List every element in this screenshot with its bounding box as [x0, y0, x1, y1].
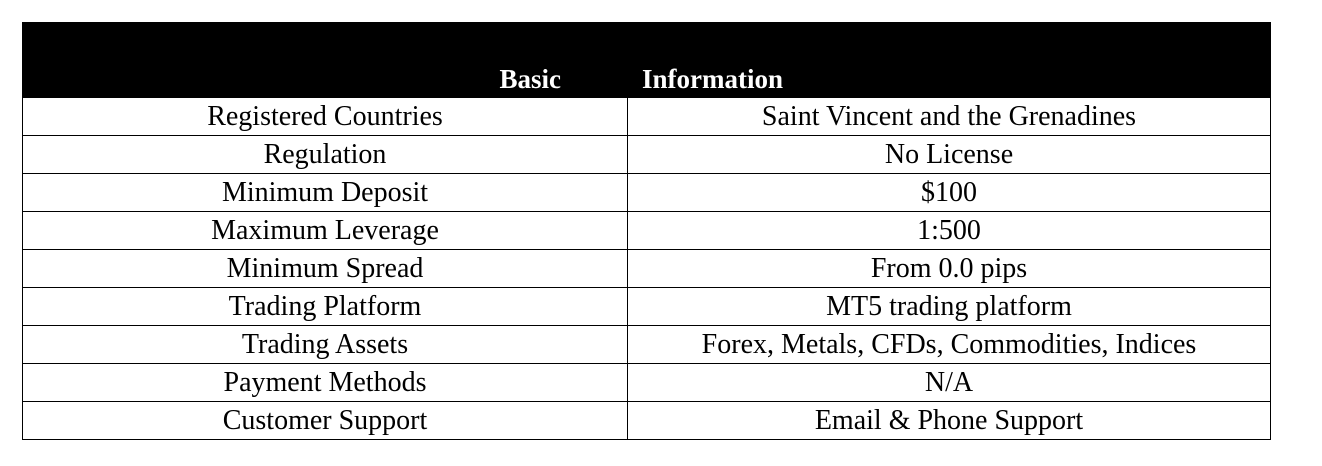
row-label: Minimum Deposit: [23, 174, 628, 212]
table-row: [23, 136, 1271, 174]
row-label: Minimum Spread: [23, 250, 628, 288]
row-value: No License: [628, 136, 1271, 174]
table-row: [23, 98, 1271, 136]
row-value: From 0.0 pips: [628, 250, 1271, 288]
table-row: [23, 250, 1271, 288]
table-row: [23, 288, 1271, 326]
basic-information-table: [22, 22, 1271, 440]
row-label: Customer Support: [23, 402, 628, 440]
table-row: [23, 402, 1271, 440]
info-table-container: [22, 22, 1270, 440]
row-label: Trading Assets: [23, 326, 628, 364]
row-label: Registered Countries: [23, 98, 628, 136]
row-value: Email & Phone Support: [628, 402, 1271, 440]
row-value: Forex, Metals, CFDs, Commodities, Indices: [628, 326, 1271, 364]
row-value: N/A: [628, 364, 1271, 402]
table-row: [23, 326, 1271, 364]
header-basic: Basic: [23, 23, 628, 98]
row-label: Payment Methods: [23, 364, 628, 402]
row-label: Maximum Leverage: [23, 212, 628, 250]
row-value: 1:500: [628, 212, 1271, 250]
row-value: MT5 trading platform: [628, 288, 1271, 326]
row-label: Trading Platform: [23, 288, 628, 326]
header-information: Information: [628, 23, 1271, 98]
table-row: [23, 212, 1271, 250]
table-header-row: [23, 23, 1271, 98]
row-value: $100: [628, 174, 1271, 212]
row-label: Regulation: [23, 136, 628, 174]
table-row: [23, 174, 1271, 212]
row-value: Saint Vincent and the Grenadines: [628, 98, 1271, 136]
table-row: [23, 364, 1271, 402]
